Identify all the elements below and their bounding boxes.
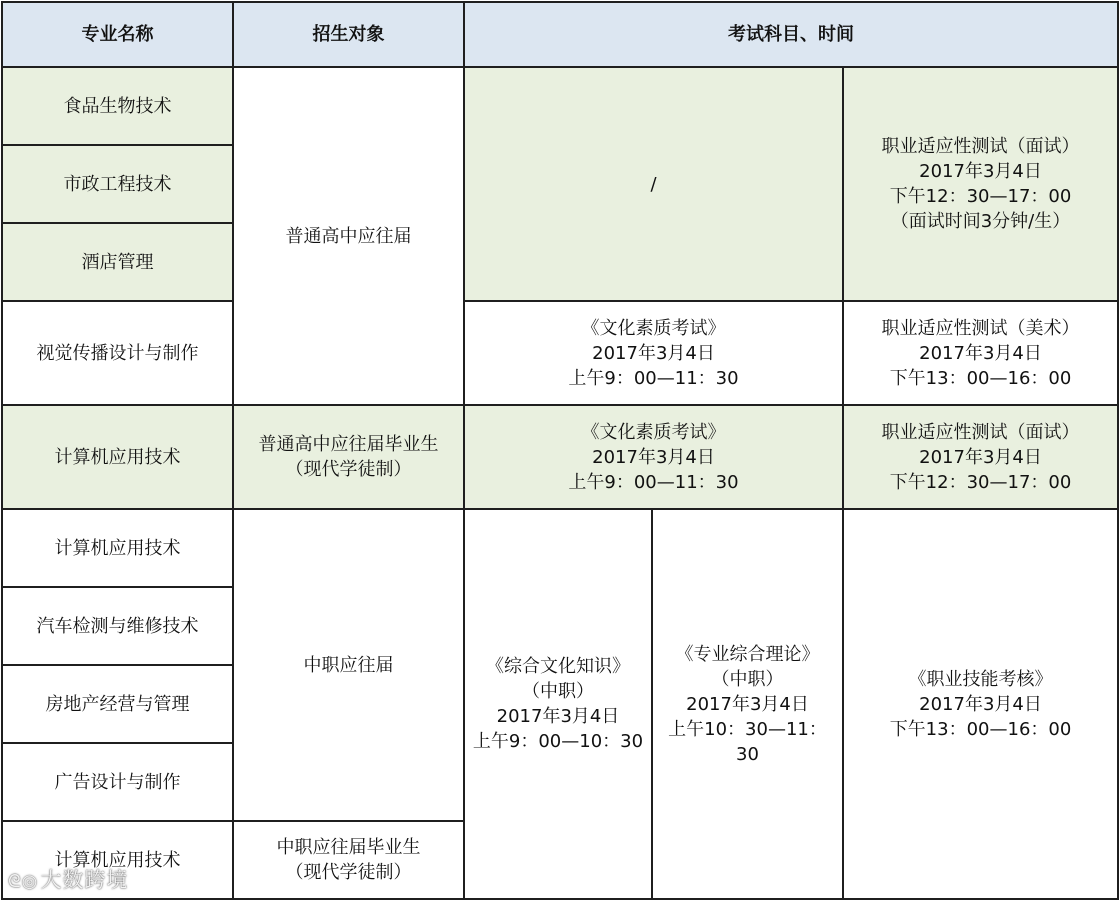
- watermark-logo-icon: ᘓ◎: [8, 871, 39, 892]
- exam-line: 下午13：00—16：00: [889, 367, 1072, 389]
- header-exam: 考试科目、时间: [464, 2, 1118, 67]
- exam-line: 上午9：00—10：30: [472, 731, 644, 752]
- target-general-high-school: 普通高中应往届: [233, 67, 464, 405]
- major-visual: 视觉传播设计与制作: [2, 301, 233, 405]
- exam-schedule-table: [1, 1, 1119, 900]
- exam-interview: [843, 405, 1118, 509]
- exam-line: 下午12：30—17：00: [889, 186, 1072, 207]
- exam-general-knowledge: [464, 509, 652, 899]
- exam-line: （中职）: [522, 681, 594, 702]
- major-advertising: 广告设计与制作: [2, 743, 233, 821]
- major-municipal: 市政工程技术: [2, 145, 233, 223]
- exam-line: 2017年3月4日: [592, 342, 715, 364]
- target-line: （现代学徒制）: [285, 862, 412, 883]
- major-computer: 计算机应用技术: [2, 405, 233, 509]
- header-target: 招生对象: [233, 2, 464, 67]
- header-major: 专业名称: [2, 2, 233, 67]
- exam-line: 职业适应性测试（面试）: [881, 136, 1080, 157]
- exam-line: 2017年3月4日: [919, 161, 1042, 182]
- exam-culture: [464, 405, 843, 509]
- exam-line: 《职业技能考核》: [908, 668, 1053, 690]
- exam-line: 《专业综合理论》: [675, 643, 820, 665]
- major-computer: 计算机应用技术: [2, 509, 233, 587]
- exam-none: /: [464, 67, 843, 301]
- exam-line: 职业适应性测试（面试）: [881, 421, 1080, 443]
- exam-line: 下午12：30—17：00: [889, 471, 1072, 493]
- exam-line: 《综合文化知识》: [486, 656, 630, 677]
- exam-line: 《文化素质考试》: [581, 317, 726, 339]
- table-row: [2, 301, 1118, 405]
- table-row: [2, 67, 1118, 145]
- watermark-text: 大数跨境: [40, 868, 129, 892]
- exam-culture: [464, 301, 843, 405]
- exam-line: 上午9：00—11：30: [568, 471, 739, 493]
- exam-skills: [843, 509, 1118, 899]
- exam-professional-theory: [652, 509, 843, 899]
- target-apprentice-high-school: [233, 405, 464, 509]
- exam-interview: [843, 67, 1118, 301]
- exam-line: 2017年3月4日: [686, 693, 809, 715]
- major-auto: 汽车检测与维修技术: [2, 587, 233, 665]
- table-row: [2, 509, 1118, 587]
- exam-line: 职业适应性测试（美术）: [881, 317, 1080, 339]
- exam-line: 《文化素质考试》: [581, 421, 726, 443]
- exam-line: （面试时间3分钟/生）: [890, 211, 1071, 232]
- major-food: 食品生物技术: [2, 67, 233, 145]
- exam-line: 2017年3月4日: [919, 693, 1042, 715]
- header-row: [2, 2, 1118, 67]
- exam-line: 2017年3月4日: [919, 342, 1042, 364]
- target-apprentice-vocational: [233, 821, 464, 899]
- major-realestate: 房地产经营与管理: [2, 665, 233, 743]
- target-vocational: 中职应往届: [233, 509, 464, 821]
- exam-line: （中职）: [711, 668, 784, 690]
- target-line: （现代学徒制）: [285, 459, 412, 480]
- exam-line: 下午13：00—16：00: [889, 718, 1072, 740]
- target-line: 普通高中应往届毕业生: [258, 434, 439, 455]
- exam-line: 2017年3月4日: [496, 706, 620, 727]
- major-hotel: 酒店管理: [2, 223, 233, 301]
- exam-line: 2017年3月4日: [919, 446, 1042, 468]
- table-row: [2, 405, 1118, 509]
- major-computer: 计算机应用技术: [2, 821, 233, 899]
- exam-line: 上午10：30—11：30: [668, 718, 827, 765]
- exam-line: 上午9：00—11：30: [568, 367, 739, 389]
- exam-art: [843, 301, 1118, 405]
- exam-line: 2017年3月4日: [592, 446, 715, 468]
- target-line: 中职应往届毕业生: [276, 837, 421, 858]
